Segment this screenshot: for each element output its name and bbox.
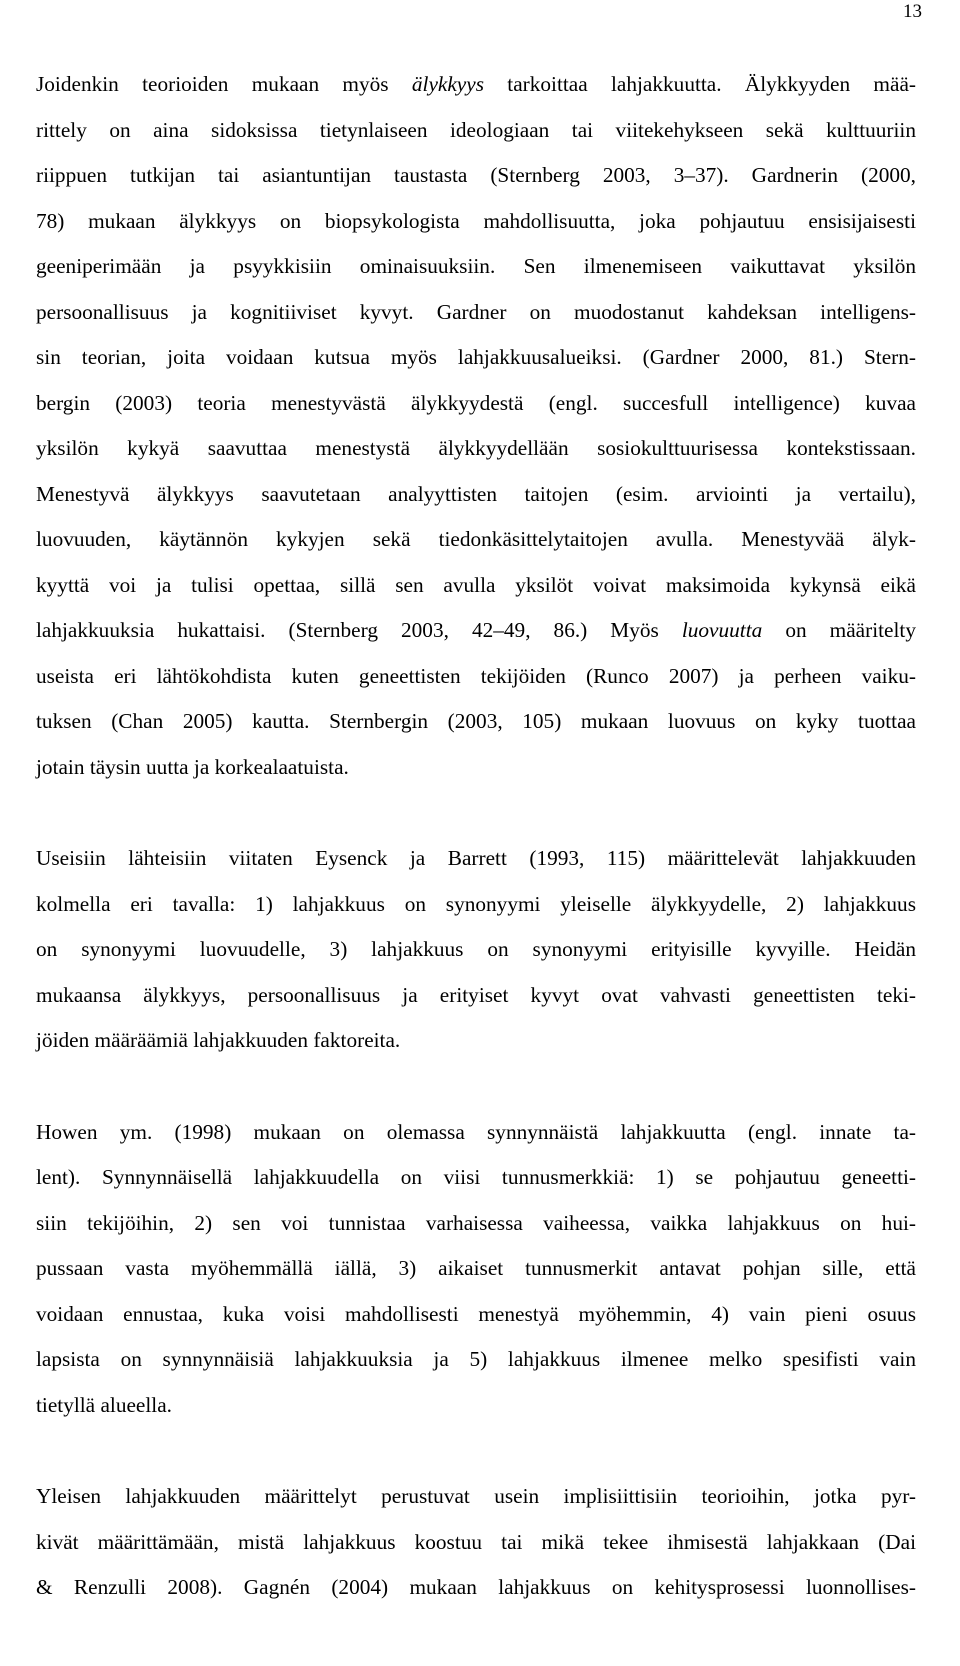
italic-term: älykkyys bbox=[411, 72, 484, 96]
text-line bbox=[36, 1155, 916, 1201]
italic-term: luovuutta bbox=[681, 618, 763, 642]
text-segment: jöiden määräämiä lahjakkuuden faktoreita. bbox=[36, 1028, 401, 1052]
text-line bbox=[36, 199, 916, 245]
text-segment: tuksen (Chan 2005) kautta. Sternbergin (2003, 105) mukaan luovuus on kyky tuottaa bbox=[36, 709, 916, 733]
text-segment: siin tekijöihin, 2) sen voi tunnistaa varhaisessa vaiheessa, vaikka lahjakkuus on hui- bbox=[36, 1210, 916, 1235]
text-segment: lapsista on synnynnäisiä lahjakkuuksia ja 5) lahjakkuus ilmenee melko spesifisti vain bbox=[36, 1347, 916, 1371]
text-line bbox=[36, 108, 916, 154]
text-line bbox=[36, 836, 916, 882]
text-line bbox=[36, 563, 916, 609]
text-line bbox=[36, 745, 916, 791]
text-line bbox=[36, 381, 916, 427]
paragraph-gap bbox=[36, 1428, 916, 1474]
text-segment: sin teorian, joita voidaan kutsua myös lahjakkuusalueiksi. (Gardner 2000, 81.) Stern- bbox=[36, 345, 916, 369]
text-segment: Yleisen lahjakkuuden määrittelyt perustuvat usein implisiittisiin teorioihin, jotka pyr- bbox=[36, 1484, 916, 1508]
text-segment: persoonallisuus ja kognitiiviset kyvyt. Gardner on muodostanut kahdeksan intelligens- bbox=[36, 299, 916, 324]
text-segment: kivät määrittämään, mistä lahjakkuus koostuu tai mikä tekee ihmisestä lahjakkaan (Dai bbox=[36, 1529, 916, 1554]
text-line bbox=[36, 1383, 916, 1429]
text-segment: geeniperimään ja psyykkisiin ominaisuuksiin. Sen ilmenemiseen vaikuttavat yksilön bbox=[36, 254, 916, 278]
paragraph-4 bbox=[36, 1474, 916, 1611]
text-segment: riippuen tutkijan tai asiantuntijan taustasta (Sternberg 2003, 3–37). Gardnerin (2000, bbox=[36, 163, 916, 187]
text-segment: voidaan ennustaa, kuka voisi mahdollisesti menestyä myöhemmin, 4) vain pieni osuus bbox=[36, 1301, 916, 1326]
text-segment: & Renzulli 2008). Gagnén (2004) mukaan lahjakkuus on kehitysprosessi luonnollises- bbox=[36, 1575, 916, 1599]
text-segment: tietyllä alueella. bbox=[36, 1392, 172, 1417]
text-line bbox=[36, 62, 916, 108]
text-line bbox=[36, 472, 916, 518]
text-segment: kyyttä voi ja tulisi opettaa, sillä sen avulla yksilöt voivat maksimoida kykynsä eikä bbox=[36, 572, 916, 597]
text-segment: on määritelty bbox=[762, 618, 916, 642]
text-segment: tarkoittaa lahjakkuutta. Älykkyyden mää- bbox=[484, 72, 916, 96]
text-segment: 78) mukaan älykkyys on biopsykologista mahdollisuutta, joka pohjautuu ensisijaisesti bbox=[36, 208, 916, 233]
text-segment: lent). Synnynnäisellä lahjakkuudella on viisi tunnusmerkkiä: 1) se pohjautuu geneetti- bbox=[36, 1165, 916, 1189]
text-line bbox=[36, 335, 916, 381]
text-segment: useista eri lähtökohdista kuten geneettisten tekijöiden (Runco 2007) ja perheen vaiku- bbox=[36, 663, 916, 688]
text-line bbox=[36, 973, 916, 1019]
text-line bbox=[36, 244, 916, 290]
text-line bbox=[36, 1246, 916, 1292]
body-text bbox=[36, 62, 916, 1611]
text-line bbox=[36, 1337, 916, 1383]
text-line bbox=[36, 153, 916, 199]
text-line bbox=[36, 290, 916, 336]
text-segment: rittely on aina sidoksissa tietynlaiseen ideologiaan tai viitekehykseen sekä kulttuuriin bbox=[36, 117, 916, 142]
text-line bbox=[36, 1474, 916, 1520]
text-line bbox=[36, 1292, 916, 1338]
text-line bbox=[36, 1018, 916, 1064]
text-line bbox=[36, 1201, 916, 1247]
text-segment: on synonyymi luovuudelle, 3) lahjakkuus on synonyymi erityisille kyvyille. Heidän bbox=[36, 937, 916, 961]
text-segment: Joidenkin teorioiden mukaan myös bbox=[36, 72, 412, 96]
paragraph-3 bbox=[36, 1110, 916, 1429]
paragraph-2 bbox=[36, 836, 916, 1064]
text-segment: luovuuden, käytännön kykyjen sekä tiedonkäsittelytaitojen avulla. Menestyvää älyk- bbox=[36, 527, 916, 551]
text-segment: kolmella eri tavalla: 1) lahjakkuus on synonyymi yleiselle älykkyydelle, 2) lahjakkuus bbox=[36, 891, 916, 916]
text-line bbox=[36, 699, 916, 745]
text-line bbox=[36, 654, 916, 700]
page-number: 13 bbox=[903, 1, 922, 22]
text-line bbox=[36, 1110, 916, 1156]
text-segment: lahjakkuuksia hukattaisi. (Sternberg 2003, 42–49, 86.) Myös bbox=[36, 618, 682, 642]
text-line bbox=[36, 517, 916, 563]
text-line bbox=[36, 1565, 916, 1611]
text-segment: Menestyvä älykkyys saavutetaan analyyttisten taitojen (esim. arviointi ja vertailu), bbox=[36, 481, 916, 506]
text-segment: yksilön kykyä saavuttaa menestystä älykkyydellään sosiokulttuurisessa kontekstissaan. bbox=[36, 436, 916, 460]
text-segment: Useisiin lähteisiin viitaten Eysenck ja Barrett (1993, 115) määrittelevät lahjakkuuden bbox=[36, 846, 916, 870]
text-segment: jotain täysin uutta ja korkealaatuista. bbox=[36, 754, 349, 779]
text-line bbox=[36, 608, 916, 654]
text-line bbox=[36, 882, 916, 928]
paragraph-1 bbox=[36, 62, 916, 790]
text-line bbox=[36, 1520, 916, 1566]
text-line bbox=[36, 927, 916, 973]
text-segment: mukaansa älykkyys, persoonallisuus ja erityiset kyvyt ovat vahvasti geneettisten teki- bbox=[36, 982, 916, 1007]
text-segment: bergin (2003) teoria menestyvästä älykkyydestä (engl. succesfull intelligence) kuvaa bbox=[36, 390, 916, 415]
text-line bbox=[36, 426, 916, 472]
paragraph-gap bbox=[36, 790, 916, 836]
paragraph-gap bbox=[36, 1064, 916, 1110]
text-segment: pussaan vasta myöhemmällä iällä, 3) aikaiset tunnusmerkit antavat pohjan sille, että bbox=[36, 1256, 916, 1280]
text-segment: Howen ym. (1998) mukaan on olemassa synnynnäistä lahjakkuutta (engl. innate ta- bbox=[36, 1119, 916, 1144]
